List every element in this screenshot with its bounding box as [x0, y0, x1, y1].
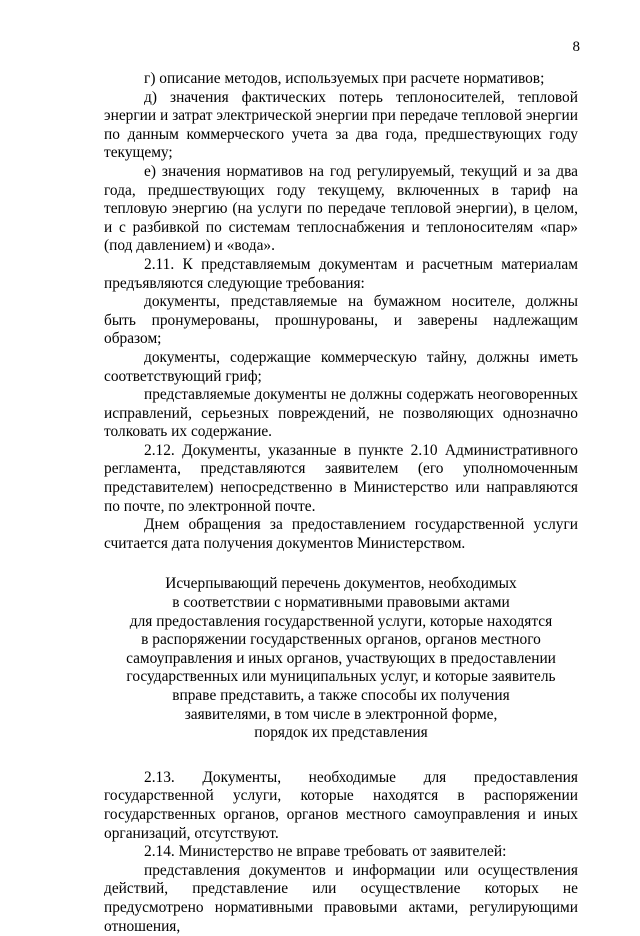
paragraph-e-norm-values: е) значения нормативов на год регулируемый, текущий и за два года, предшествующих году текущему, включенных в тариф на тепловую энергию (на услуги по передаче тепловой энергии), в целом, и с разбивкой по системам теплоснабжения и теплоносителям «пар» (под давлением) и «вода». — [104, 162, 578, 255]
paragraph-2-12-submission: 2.12. Документы, указанные в пункте 2.10 Административного регламента, представляются заявителем (его уполномоченным представителем) непосредственно в Министерство или направляются по почте, по электронной почте. — [104, 441, 578, 515]
heading-line: порядок их представления — [254, 724, 428, 742]
paragraph-requirements-not-provided: представления документов и информации или осуществления действий, представление или осуществление которых не предусмотрено нормативными правовыми актами, регулирующими отношения, — [104, 861, 578, 935]
page-number: 8 — [572, 39, 580, 55]
paragraph-d-actual-losses: д) значения фактических потерь теплоносителей, тепловой энергии и затрат электрической энергии при передаче тепловой энергии по данным коммерческого учета за два года, предшествующих году текущему; — [104, 88, 578, 162]
heading-line: в распоряжении государственных органов, органов местного — [141, 631, 541, 649]
paragraph-2-11-requirements: 2.11. К представляемым документам и расчетным материалам предъявляются следующие требования: — [104, 255, 578, 292]
paragraph-g-methods-description: г) описание методов, используемых при расчете нормативов; — [144, 70, 545, 87]
heading-line: государственных или муниципальных услуг, и которые заявитель — [126, 668, 556, 686]
paragraph-commercial-secret: документы, содержащие коммерческую тайну, должны иметь соответствующий гриф; — [104, 348, 578, 385]
heading-line: Исчерпывающий перечень документов, необходимых — [165, 575, 517, 593]
heading-line: самоуправления и иных органов, участвующих в предоставлении — [126, 649, 556, 667]
paragraph-no-corrections: представляемые документы не должны содержать неоговоренных исправлений, серьезных повреждений, не позволяющих однозначно толковать их содержание. — [104, 386, 578, 441]
document-body — [104, 70, 578, 936]
heading-line: заявителями, в том числе в электронной форме, — [184, 705, 498, 723]
paragraph-date-of-application: Днем обращения за предоставлением государственной услуги считается дата получения документов Министерством. — [104, 516, 578, 552]
heading-line: для предоставления государственной услуги, которые находятся — [129, 612, 553, 630]
section-heading — [104, 575, 578, 742]
heading-line: вправе представить, а также способы их получения — [172, 687, 510, 704]
paragraph-paper-documents: документы, представляемые на бумажном носителе, должны быть пронумерованы, прошнурованы, и заверены надлежащим образом; — [104, 293, 578, 348]
paragraph-2-14-ministry: 2.14. Министерство не вправе требовать от заявителей: — [144, 843, 507, 861]
paragraph-2-13-documents: 2.13. Документы, необходимые для предоставления государственной услуги, которые находятся в распоряжении государственных органов, органов местного самоуправления и иных организаций, отсутствуют. — [104, 768, 578, 842]
heading-line: в соответствии с нормативными правовыми актами — [172, 594, 510, 612]
